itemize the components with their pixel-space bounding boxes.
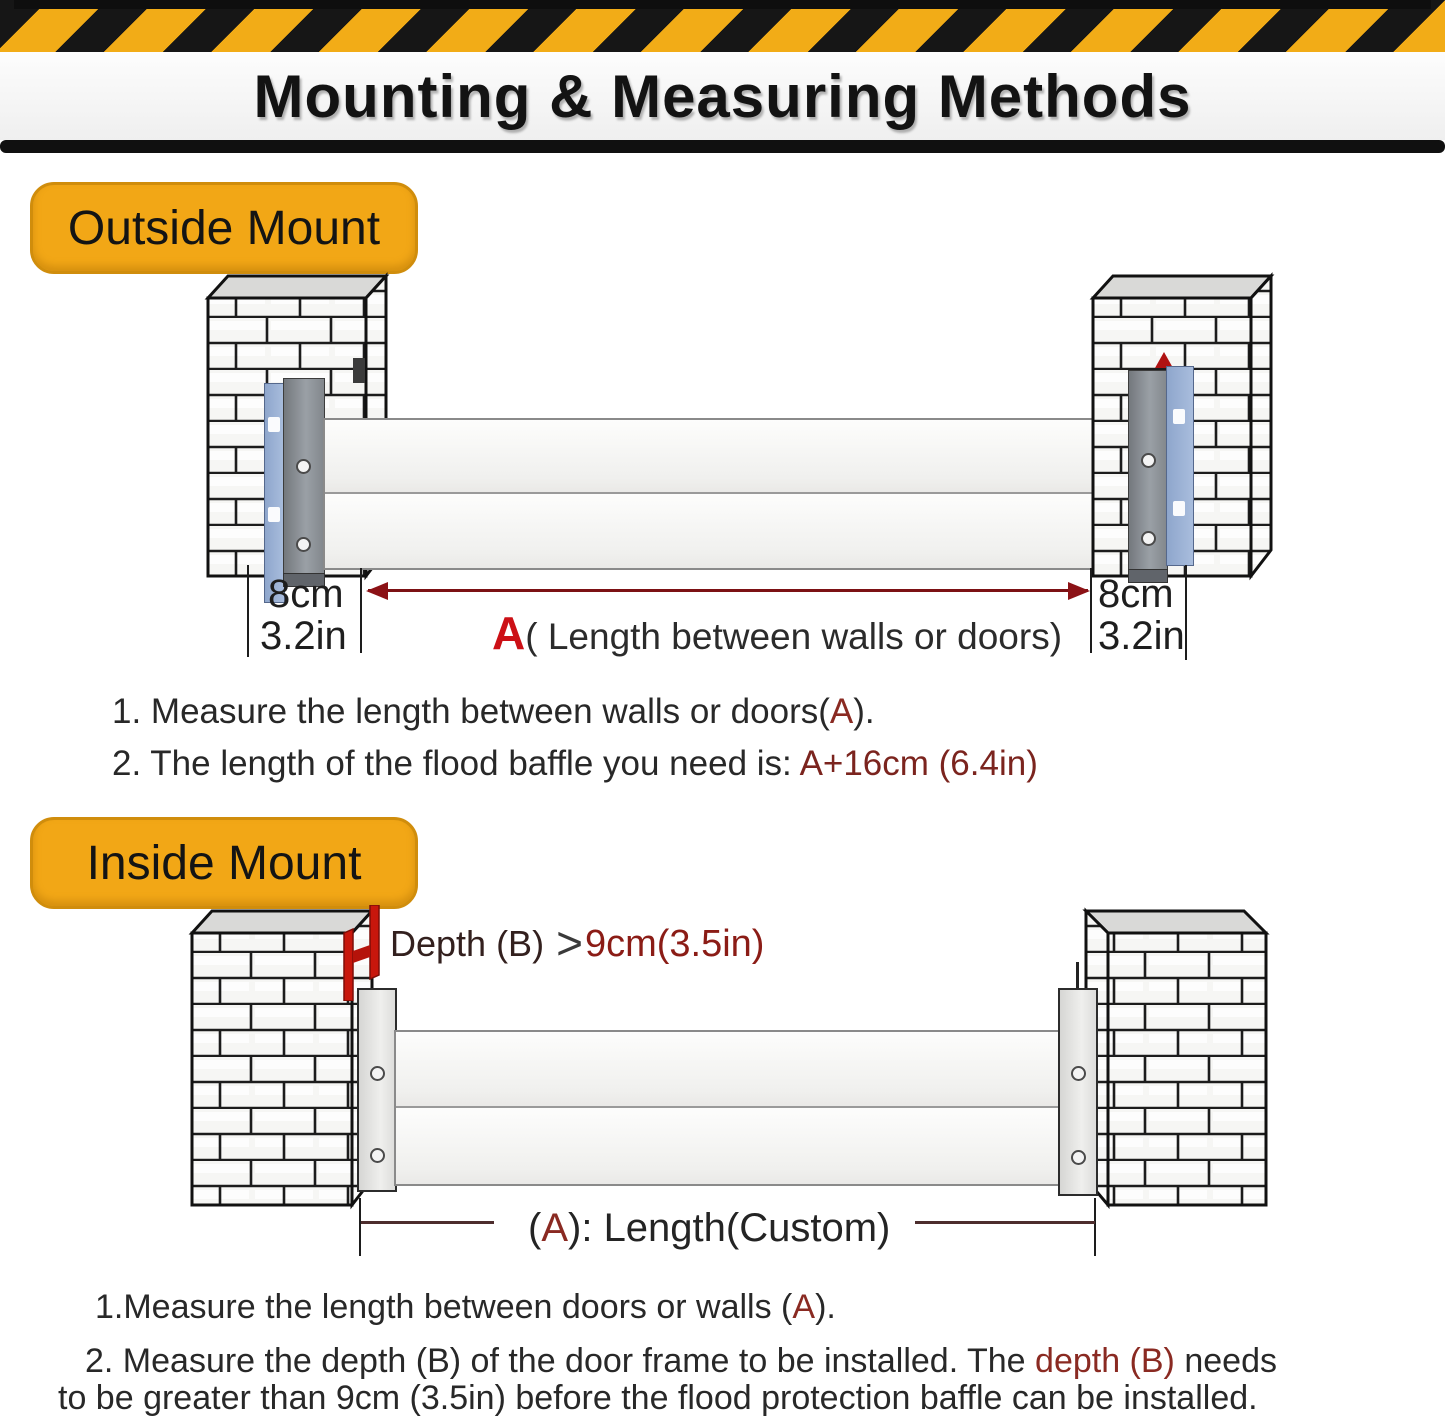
title-underbar <box>0 140 1445 153</box>
outside-mount-badge <box>30 182 418 274</box>
inside-step-2-line-1 <box>85 1342 1277 1381</box>
barrier-panel-top <box>325 420 1128 494</box>
flood-barrier-inside <box>394 1030 1060 1186</box>
depth-marker-red <box>340 905 384 1001</box>
depth-label <box>390 916 764 970</box>
depth-prefix: Depth (B) <box>390 923 555 964</box>
brick-pillar-inside-right <box>1083 901 1288 1211</box>
screw-hole <box>370 1066 385 1081</box>
screw-hole <box>296 537 311 552</box>
step-text: 1.Measure the length between doors or walls ( <box>95 1288 793 1326</box>
screw-hole <box>370 1148 385 1163</box>
screw-hole <box>1141 453 1156 468</box>
flood-barrier-outside <box>323 418 1130 570</box>
seal-strip-outside-left <box>264 383 285 603</box>
screw-hole <box>296 459 311 474</box>
hazard-top-strip <box>14 0 1431 9</box>
outside-step-1 <box>112 692 875 732</box>
barrier-panel-bottom <box>396 1108 1058 1184</box>
seal-mark <box>268 417 280 432</box>
step-text: ). <box>815 1288 836 1326</box>
span-label-accent: A <box>492 607 526 659</box>
seal-mark <box>268 507 280 522</box>
screw-hole <box>1071 1066 1086 1081</box>
dim-tick <box>247 565 249 657</box>
mounting-channel-inside-left <box>357 988 397 1192</box>
mounting-channel-inside-right <box>1058 988 1098 1196</box>
dim-left-in: 3.2in <box>260 614 347 658</box>
depth-value: 9cm(3.5in) <box>584 923 765 965</box>
dim-tick <box>359 1198 361 1256</box>
wall-slot-left <box>353 358 365 383</box>
page-title: Mounting & Measuring Methods <box>253 62 1192 130</box>
length-label-inside <box>528 1206 890 1251</box>
inside-step-1 <box>95 1288 836 1327</box>
seal-mark <box>1173 409 1185 424</box>
barrier-panel-top <box>396 1032 1058 1108</box>
length-open: ( <box>528 1206 542 1250</box>
dim-arrow-outside <box>368 589 1088 592</box>
channel-pin <box>1076 962 1079 988</box>
outside-step-2 <box>112 744 1038 784</box>
dim-tick <box>1185 565 1187 660</box>
step-text: ). <box>853 692 875 731</box>
title-band <box>0 52 1445 140</box>
dim-right-in: 3.2in <box>1098 614 1185 658</box>
seal-strip-outside-right <box>1166 366 1194 566</box>
inside-mount-badge-label: Inside Mount <box>86 836 362 890</box>
step-text: to be greater than 9cm (3.5in) before the flood protection baffle can be installed. <box>58 1379 1258 1417</box>
step-text: 1. Measure the length between walls or doors( <box>112 692 830 731</box>
inside-step-2-line-2 <box>58 1379 1258 1418</box>
dim-right-cm: 8cm <box>1098 572 1174 616</box>
mounting-channel-outside-right <box>1128 370 1168 572</box>
length-rest: ): Length(Custom) <box>568 1206 891 1250</box>
seal-mark <box>1173 501 1185 516</box>
length-accent: A <box>541 1206 569 1250</box>
step-text: needs <box>1174 1342 1277 1380</box>
span-label-outside <box>492 606 1062 660</box>
dim-tick <box>360 568 362 653</box>
outside-mount-badge-label: Outside Mount <box>67 201 381 255</box>
step-accent: A <box>792 1288 816 1326</box>
dim-tick <box>1094 1198 1096 1256</box>
screw-hole <box>1071 1150 1086 1165</box>
span-label-rest: ( Length between walls or doors) <box>525 616 1063 657</box>
step-text: 2. Measure the depth (B) of the door frame to be installed. The <box>85 1342 1036 1380</box>
barrier-panel-bottom <box>325 494 1128 568</box>
step-text: 2. The length of the flood baffle you need is: <box>112 744 800 783</box>
step-accent: A <box>829 692 854 731</box>
step-accent: depth (B) <box>1035 1342 1175 1380</box>
greater-than-sign: > <box>556 917 583 969</box>
arrow-head-left <box>366 582 388 600</box>
brick-pillar-outside-right <box>1090 266 1305 578</box>
mounting-channel-outside-left <box>283 378 325 576</box>
inside-mount-badge <box>30 817 418 909</box>
step-accent: A+16cm (6.4in) <box>799 744 1038 783</box>
arrow-head-right <box>1068 582 1090 600</box>
dim-left-cm: 8cm <box>268 572 344 616</box>
screw-hole <box>1141 531 1156 546</box>
dim-line-left <box>361 1221 494 1224</box>
dim-tick <box>1090 568 1092 653</box>
dim-line-right <box>915 1221 1095 1224</box>
